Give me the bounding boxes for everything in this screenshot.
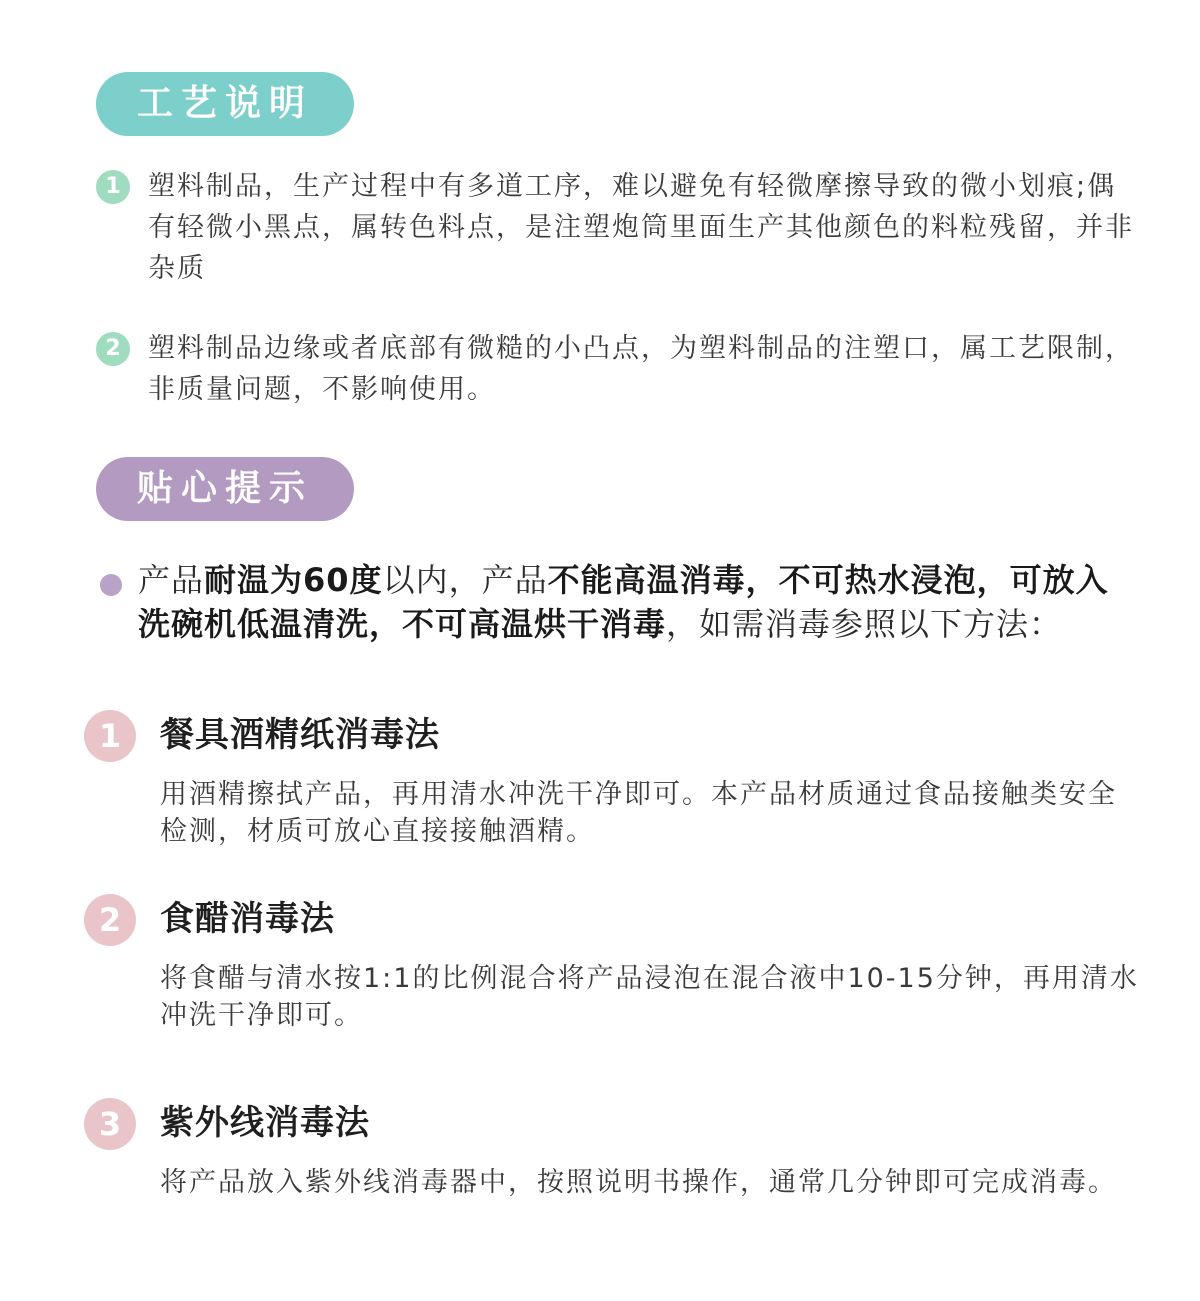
method-title: 餐具酒精纸消毒法 xyxy=(160,715,440,755)
method-title: 食醋消毒法 xyxy=(160,899,335,939)
note-number-badge: 2 xyxy=(96,332,130,366)
craft-note-text: 塑料制品边缘或者底部有微糙的小凸点，为塑料制品的注塑口，属工艺限制，非质量问题，不影响使用。 xyxy=(148,333,1134,405)
tips-intro-part3: ，如需消毒参照以下方法： xyxy=(666,605,1063,643)
tips-intro-bold1: 耐温为60度 xyxy=(204,561,383,599)
bullet-dot-icon xyxy=(100,574,122,596)
method-text: 将食醋与清水按1:1的比例混合将产品浸泡在混合液中10-15分钟，再用清水冲洗干净即可。 xyxy=(160,963,1139,1031)
method-3 xyxy=(84,1098,1144,1201)
method-2 xyxy=(84,894,1144,1034)
method-number-badge: 1 xyxy=(84,710,136,762)
tips-intro xyxy=(100,558,1140,646)
note-number-badge: 1 xyxy=(96,170,130,204)
tips-intro-part2: 以内，产品 xyxy=(382,561,548,599)
craft-section-title: 工艺说明 xyxy=(96,72,354,136)
method-text: 将产品放入紫外线消毒器中，按照说明书操作，通常几分钟即可完成消毒。 xyxy=(160,1167,1117,1198)
method-text: 用酒精擦拭产品，再用清水冲洗干净即可。本产品材质通过食品接触类安全检测，材质可放心直接接触酒精。 xyxy=(160,779,1117,847)
craft-note-2 xyxy=(96,328,1136,410)
method-number-badge: 2 xyxy=(84,894,136,946)
tips-intro-bold2: 不能高温消毒，不可热水浸泡，可放入洗碗机低温清洗，不可高温烘干消毒 xyxy=(138,561,1109,643)
method-title: 紫外线消毒法 xyxy=(160,1103,370,1143)
method-number-badge: 3 xyxy=(84,1098,136,1150)
method-1 xyxy=(84,710,1144,850)
craft-note-text: 塑料制品，生产过程中有多道工序，难以避免有轻微摩擦导致的微小划痕;偶有轻微小黑点，属转色料点，是注塑炮筒里面生产其他颜色的料粒残留，并非杂质 xyxy=(148,171,1134,284)
tips-section-title: 贴心提示 xyxy=(96,457,354,521)
tips-intro-text xyxy=(138,558,1140,646)
craft-note-1 xyxy=(96,166,1136,289)
tips-intro-part1: 产品 xyxy=(138,561,205,599)
